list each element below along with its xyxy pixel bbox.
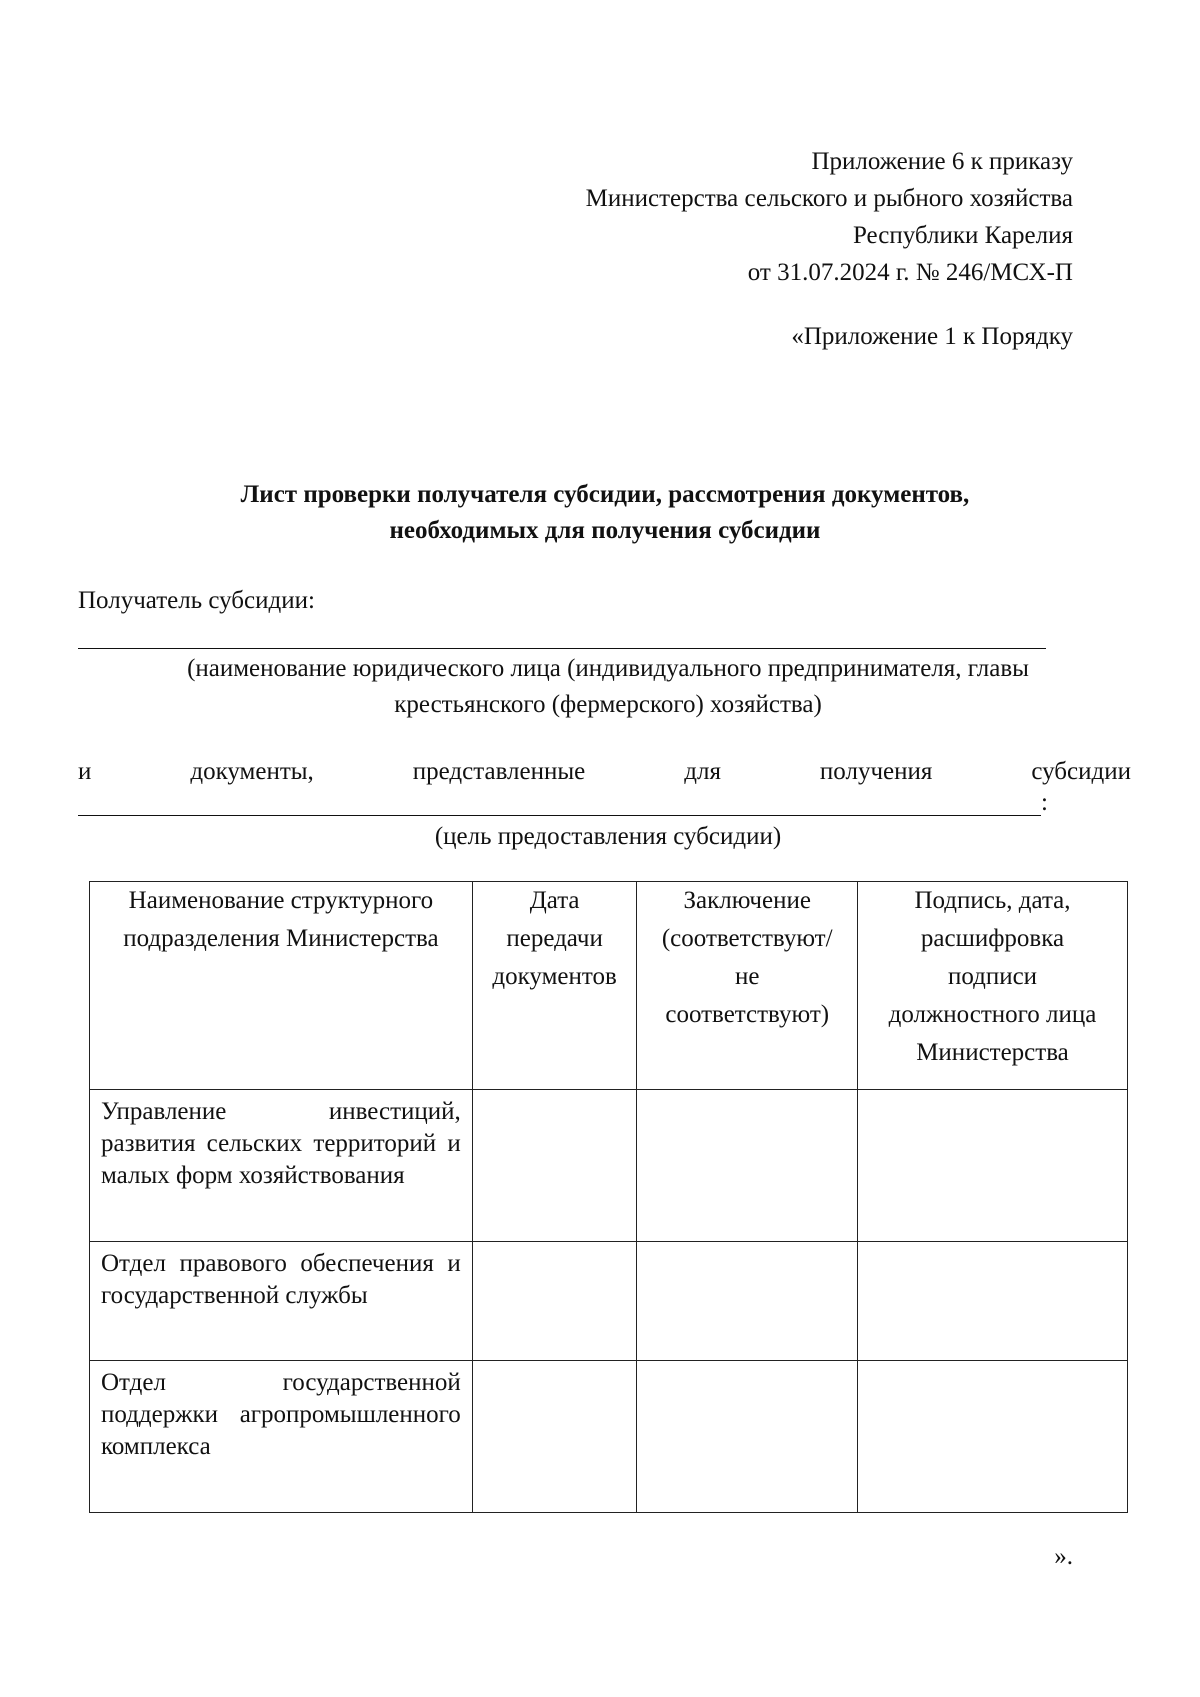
phrase-word: субсидии <box>1031 758 1131 785</box>
conclusion-cell <box>637 1361 858 1513</box>
header-cell-signature <box>858 882 1128 1090</box>
recipient-label: Получатель субсидии: <box>78 587 315 614</box>
title-line: необходимых для получения субсидии <box>389 517 821 544</box>
conclusion-cell <box>637 1090 858 1242</box>
header-text: Наименование структурного <box>128 887 434 914</box>
header-order-number: от 31.07.2024 г. № 246/МСХ-П <box>747 259 1073 286</box>
table-row <box>90 1090 1128 1242</box>
header-text: не <box>734 963 760 990</box>
department-name-cell: Отдел государственной поддержки агропромышленного комплекса <box>90 1361 473 1513</box>
phrase-word: и <box>78 758 92 785</box>
header-cell-date <box>472 882 637 1090</box>
header-line: Министерства сельского и рыбного хозяйства <box>585 185 1073 212</box>
header-text: Министерства <box>916 1039 1069 1066</box>
header-text: передачи <box>506 925 603 952</box>
header-line: Приложение 6 к приказу <box>811 148 1073 175</box>
header-text: Дата <box>529 887 580 914</box>
header-cell-conclusion <box>637 882 858 1090</box>
recipient-caption <box>78 651 1138 723</box>
phrase-word: документы, <box>190 758 314 785</box>
subsidy-purpose-blank-line <box>78 815 1041 816</box>
signature-cell <box>858 1090 1128 1242</box>
conclusion-cell <box>637 1242 858 1361</box>
purpose-colon: : <box>1041 789 1048 816</box>
phrase-word: получения <box>819 758 933 785</box>
phrase-word: представленные <box>412 758 586 785</box>
header-text: документов <box>492 963 617 990</box>
signature-cell <box>858 1242 1128 1361</box>
header-text: Заключение <box>683 887 811 914</box>
department-name-cell: Управление инвестиций, развития сельских территорий и малых форм хозяйствования <box>90 1090 473 1242</box>
verification-table <box>89 881 1128 1513</box>
purpose-caption: (цель предоставления субсидии) <box>434 823 782 850</box>
recipient-name-blank-line <box>78 648 1046 649</box>
header-text: соответствуют) <box>665 1001 830 1028</box>
table-row <box>90 1242 1128 1361</box>
phrase-word: для <box>684 758 721 785</box>
closing-quote: ». <box>1054 1543 1073 1570</box>
header-cell-department <box>90 882 473 1090</box>
table-row <box>90 1361 1128 1513</box>
header-text: Подпись, дата, <box>914 887 1071 914</box>
signature-cell <box>858 1361 1128 1513</box>
documents-phrase <box>78 757 1131 787</box>
header-text: подписи <box>947 963 1038 990</box>
title-line: Лист проверки получателя субсидии, рассмотрения документов, <box>240 481 970 508</box>
approval-header <box>586 143 1073 291</box>
header-text: подразделения Министерства <box>123 925 439 952</box>
caption-line: крестьянского (фермерского) хозяйства) <box>394 691 822 718</box>
document-title <box>80 477 1130 549</box>
header-text: должностного лица <box>888 1001 1097 1028</box>
annex-reference: «Приложение 1 к Порядку <box>791 323 1073 350</box>
header-text: расшифровка <box>920 925 1065 952</box>
date-cell <box>472 1090 637 1242</box>
header-text: (соответствуют/ <box>661 925 833 952</box>
department-name-cell: Отдел правового обеспечения и государственной службы <box>90 1242 473 1361</box>
table-header-row <box>90 882 1128 1090</box>
header-line: Республики Карелия <box>852 222 1073 249</box>
date-cell <box>472 1361 637 1513</box>
date-cell <box>472 1242 637 1361</box>
caption-line: (наименование юридического лица (индивидуального предпринимателя, главы <box>187 655 1029 682</box>
